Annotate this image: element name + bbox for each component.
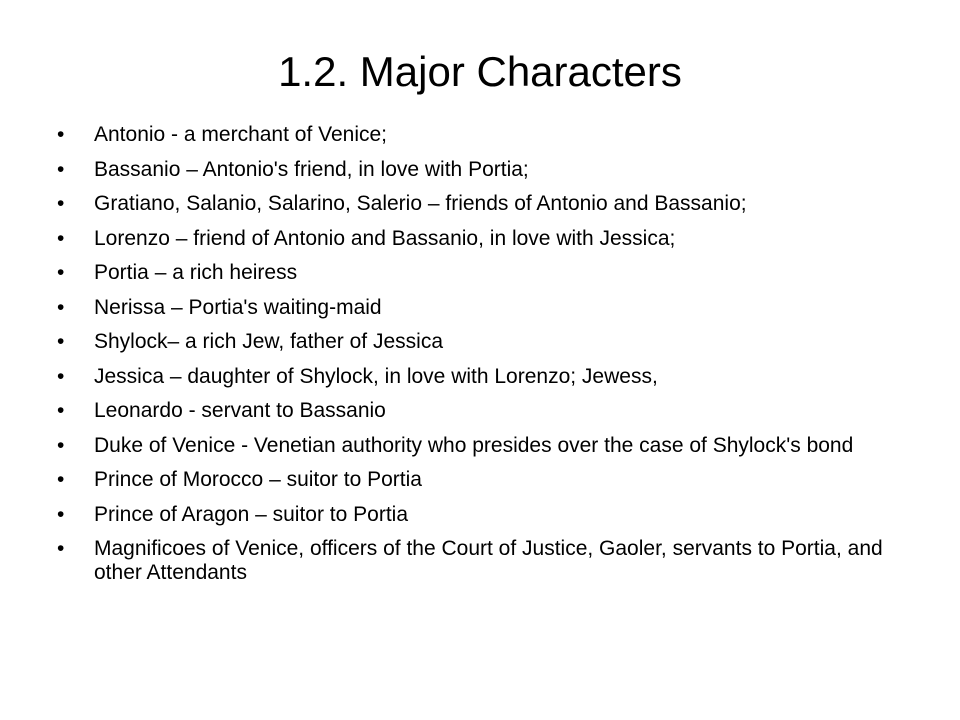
list-item-text: Shylock– a rich Jew, father of Jessica (94, 330, 443, 353)
bullet-icon: • (57, 123, 65, 146)
bullet-icon: • (57, 261, 65, 284)
list-item (57, 158, 907, 182)
list-item-text: Prince of Morocco – suitor to Portia (94, 468, 422, 491)
list-item-text: Lorenzo – friend of Antonio and Bassanio, in love with Jessica; (94, 226, 676, 250)
bullet-icon: • (57, 399, 65, 422)
bullet-icon: • (57, 157, 65, 181)
list-item-text: Leonardo - servant to Bassanio (94, 399, 386, 422)
bullet-icon: • (57, 226, 65, 250)
list-item-text: Nerissa – Portia's waiting-maid (94, 295, 382, 319)
list-item (57, 296, 907, 320)
list-item (57, 399, 907, 423)
list-item-text: Jessica – daughter of Shylock, in love with Lorenzo; Jewess, (94, 364, 658, 388)
list-item-text: Magnificoes of Venice, officers of the Court of Justice, Gaoler, servants to Portia, and other Attendants (94, 537, 883, 584)
list-item-text: Bassanio – Antonio's friend, in love with Portia; (94, 157, 529, 181)
list-item-text: Gratiano, Salanio, Salarino, Salerio – friends of Antonio and Bassanio; (94, 192, 747, 215)
list-item (57, 123, 907, 147)
list-item-text: Duke of Venice - Venetian authority who presides over the case of Shylock's bond (94, 433, 854, 457)
bullet-icon: • (57, 502, 65, 526)
bullet-icon: • (57, 537, 65, 560)
list-item (57, 365, 907, 389)
list-item (57, 503, 907, 527)
list-item (57, 468, 907, 492)
list-item-text: Prince of Aragon – suitor to Portia (94, 502, 409, 526)
list-item (57, 537, 907, 585)
list-item-text: Antonio - a merchant of Venice; (94, 123, 388, 146)
slide-title: 1.2. Major Characters (278, 48, 682, 95)
list-item (57, 192, 907, 216)
list-item-text: Portia – a rich heiress (94, 261, 298, 284)
bullet-icon: • (57, 468, 65, 491)
character-list (57, 123, 907, 596)
list-item (57, 434, 907, 458)
list-item (57, 227, 907, 251)
bullet-icon: • (57, 330, 65, 353)
bullet-icon: • (57, 295, 65, 319)
list-item (57, 261, 907, 285)
bullet-icon: • (57, 364, 65, 388)
bullet-icon: • (57, 192, 65, 215)
bullet-icon: • (57, 433, 65, 457)
list-item (57, 330, 907, 354)
